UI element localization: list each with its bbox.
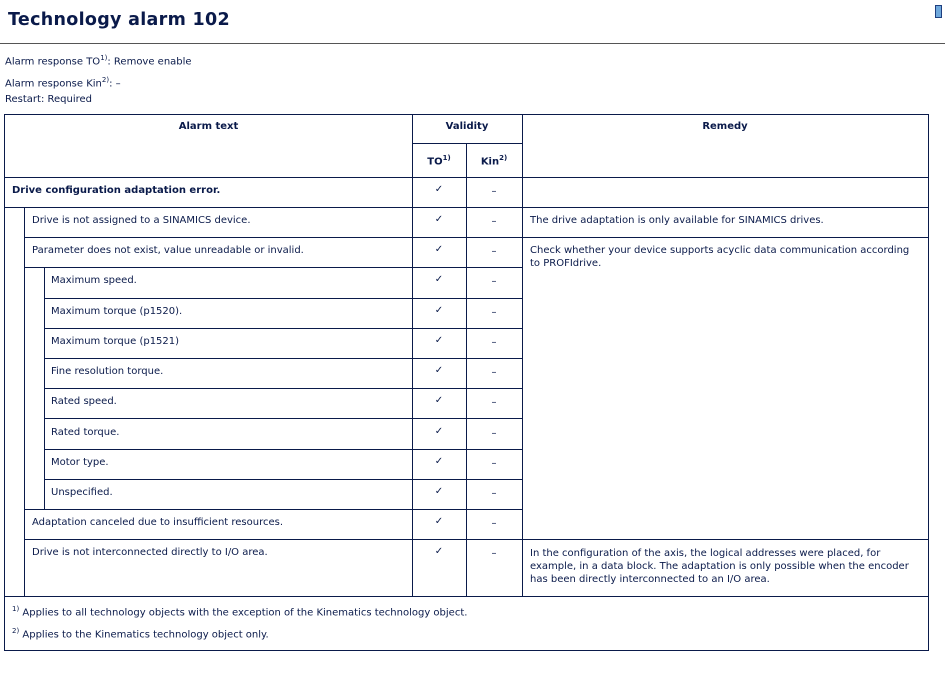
alarm-text: Drive is not interconnected directly to I/O area. — [32, 547, 268, 558]
kin-dash: – — [491, 458, 497, 469]
to-check-icon: ✓ — [434, 244, 444, 255]
alarm-text-main: Drive configuration adaptation error. — [12, 185, 221, 196]
kin-dash: – — [491, 488, 497, 499]
header-alarm-text: Alarm text — [178, 121, 239, 132]
row-line — [24, 267, 522, 268]
alarm-text: Maximum torque (p1521) — [51, 336, 180, 347]
kin-dash: – — [491, 276, 497, 287]
alarm-text: Drive is not assigned to a SINAMICS device. — [32, 215, 251, 226]
header-kin: Kin$^{2)}$ — [480, 154, 508, 168]
alarm-response-to: Alarm response TO$^{1)}$: Remove enable — [5, 54, 192, 68]
kin-dash: – — [491, 246, 497, 257]
to-check-icon: ✓ — [434, 305, 444, 316]
row-line — [44, 298, 522, 299]
remedy-text: In the configuration of the axis, the logical addresses were placed, for example, in a data block. The adaptation is only possible when the encoder has been directly interconnected to an I/O area. — [530, 548, 909, 585]
footnote-1: $^{1)}$ Applies to all technology objects with the exception of the Kinematics technology object. — [12, 605, 468, 619]
kin-dash: – — [491, 186, 497, 197]
indent-line — [24, 207, 25, 596]
page-title: Technology alarm 102 — [8, 10, 230, 30]
header-remedy: Remedy — [702, 121, 748, 132]
kin-dash: – — [491, 548, 497, 559]
remedy-text: Check whether your device supports acyclic data communication according to PROFIdrive. — [530, 245, 910, 269]
footnote-divider — [5, 596, 928, 597]
restart-info: Restart: Required — [5, 94, 92, 105]
remedy-text: The drive adaptation is only available for SINAMICS drives. — [530, 215, 824, 226]
indent-line — [44, 267, 45, 509]
alarm-text: Maximum speed. — [51, 275, 137, 286]
alarm-response-kin: Alarm response Kin$^{2)}$: – — [5, 76, 121, 90]
to-check-icon: ✓ — [434, 486, 444, 497]
row-line — [44, 388, 522, 389]
to-check-icon: ✓ — [434, 335, 444, 346]
validity-divider — [412, 143, 522, 144]
kin-dash: – — [491, 518, 497, 529]
col-line — [522, 114, 523, 596]
row-line — [24, 539, 928, 540]
alarm-text: Rated speed. — [51, 396, 117, 407]
alarm-text: Adaptation canceled due to insufficient resources. — [32, 517, 284, 528]
row-line — [24, 237, 928, 238]
to-check-icon: ✓ — [434, 184, 444, 195]
row-line — [44, 418, 522, 419]
kin-dash: – — [491, 428, 497, 439]
kin-dash: – — [491, 397, 497, 408]
to-check-icon: ✓ — [434, 274, 444, 285]
kin-dash: – — [491, 337, 497, 348]
header-to: TO$^{1)}$ — [427, 154, 451, 168]
alarm-text: Unspecified. — [51, 487, 113, 498]
row-line — [24, 509, 522, 510]
to-check-icon: ✓ — [434, 456, 444, 467]
to-check-icon: ✓ — [434, 395, 444, 406]
row-line — [44, 328, 522, 329]
row-line — [44, 449, 522, 450]
to-check-icon: ✓ — [434, 516, 444, 527]
kin-dash: – — [491, 216, 497, 227]
kin-dash: – — [491, 307, 497, 318]
to-check-icon: ✓ — [434, 365, 444, 376]
header-validity: Validity — [445, 121, 489, 132]
alarm-text: Parameter does not exist, value unreadable or invalid. — [32, 245, 304, 256]
to-check-icon: ✓ — [434, 546, 444, 557]
to-check-icon: ✓ — [434, 426, 444, 437]
to-check-icon: ✓ — [434, 214, 444, 225]
alarm-text: Motor type. — [51, 457, 109, 468]
bookmark-icon[interactable] — [935, 5, 942, 18]
row-line — [44, 358, 522, 359]
row-line — [44, 479, 522, 480]
footnote-2: $^{2)}$ Applies to the Kinematics technology object only. — [12, 627, 269, 641]
alarm-text: Rated torque. — [51, 427, 120, 438]
kin-dash: – — [491, 367, 497, 378]
alarm-text: Fine resolution torque. — [51, 366, 164, 377]
alarm-text: Maximum torque (p1520). — [51, 306, 183, 317]
title-divider — [0, 43, 945, 44]
